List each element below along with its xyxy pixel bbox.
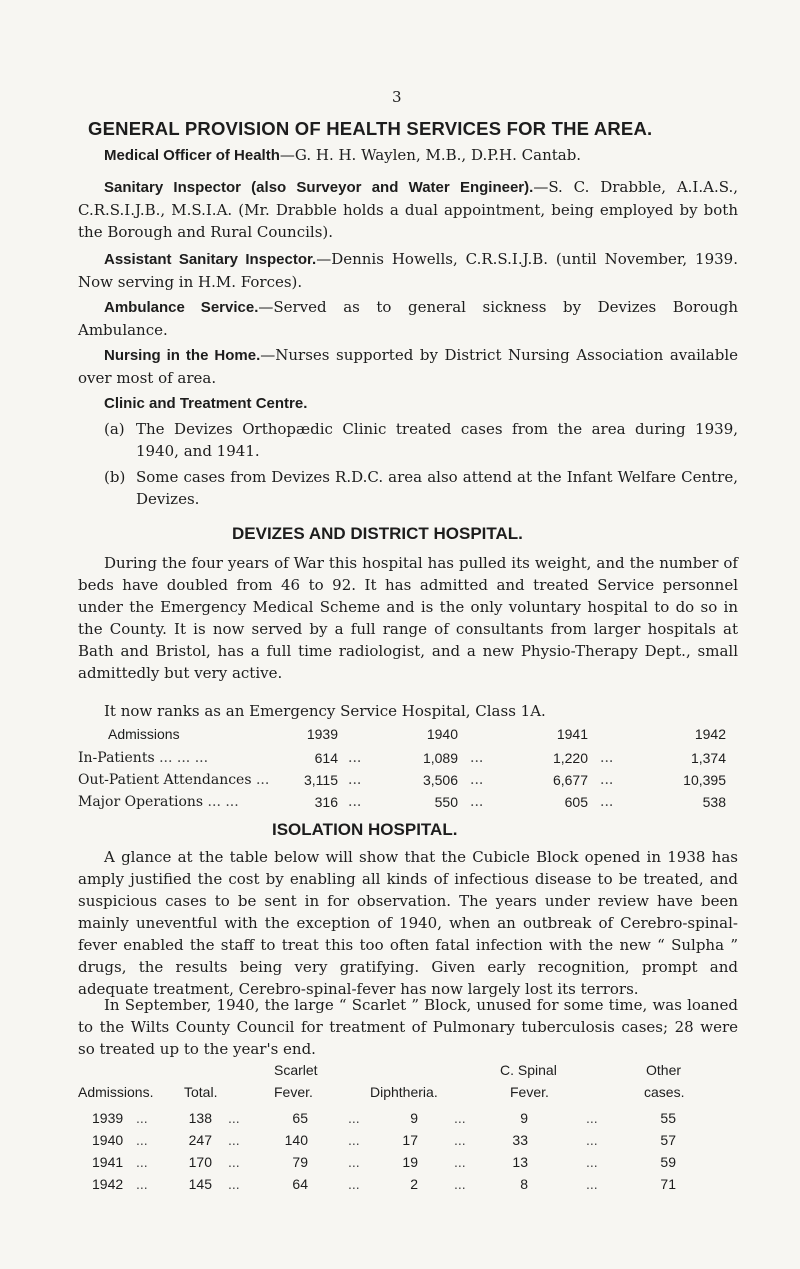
row-value: 316 <box>314 794 338 810</box>
admissions-header-row <box>78 726 740 746</box>
spinal-header-2: Fever. <box>510 1084 549 1100</box>
other-cell: 59 <box>660 1154 676 1170</box>
nursing-label: Nursing in the Home. <box>104 347 261 364</box>
class-line <box>78 700 738 722</box>
isolation-paragraph-2: In September, 1940, the large “ Scarlet ” Block, unused for some time, was loaned to the Wilts County Council for treatment of Pulmonary tuberculosis cases; 28 were so treated up to the year's end. <box>78 996 738 1058</box>
clinic-b-text: Some cases from Devizes R.D.C. area also attend at the Infant Welfare Centre, Devizes. <box>136 468 738 508</box>
isolation-table <box>78 1062 740 1192</box>
row-value: 538 <box>702 794 726 810</box>
nursing-paragraph <box>78 344 738 389</box>
spinal-cell: 8 <box>520 1176 528 1192</box>
moh-label: Medical Officer of Health <box>104 147 280 164</box>
total-cell: 247 <box>188 1132 212 1148</box>
year-cell: 1941 <box>92 1154 124 1170</box>
table-row: Major Operations ... ... 316 ... 550 ... 605 ... 538 <box>78 794 726 810</box>
admissions-header-label: Admissions <box>108 726 180 742</box>
year-header: 1941 <box>556 726 588 742</box>
table-row: 1939 ... 138 ... 65 ... 9 ... 9 ... 55 <box>92 1110 676 1126</box>
other-header-1: Other <box>646 1062 682 1078</box>
clinic-label: Clinic and Treatment Centre. <box>104 395 308 412</box>
page-number: 3 <box>392 88 402 106</box>
row-label: In-Patients ... ... ... <box>78 750 209 766</box>
row-value: 605 <box>564 794 588 810</box>
scarlet-cell: 140 <box>284 1132 308 1148</box>
year-header: 1940 <box>426 726 458 742</box>
table-row: Out-Patient Attendances ... 3,115 ... 3,506 ... 6,677 ... 10,395 <box>78 772 726 788</box>
scarlet-cell: 79 <box>292 1154 308 1170</box>
devizes-heading: DEVIZES AND DISTRICT HOSPITAL. <box>232 524 523 543</box>
clinic-heading <box>78 392 738 415</box>
row-value: 1,374 <box>690 750 726 766</box>
assistant-text: —Dennis Howells, C.R.S.I.J.B. (until November, 1939. Now serving in H.M. Forces). <box>78 250 738 291</box>
year-cell: 1942 <box>92 1176 124 1192</box>
ambulance-text: —Served as to general sickness by Devizes Borough Ambulance. <box>78 298 738 339</box>
admissions-table <box>78 726 740 810</box>
diphtheria-cell: 9 <box>410 1110 418 1126</box>
total-cell: 170 <box>188 1154 212 1170</box>
table-row: 1942 ... 145 ... 64 ... 2 ... 8 ... 71 <box>92 1176 676 1192</box>
sanitary-label: Sanitary Inspector (also Surveyor and Water Engineer). <box>104 179 534 196</box>
table-row: 1941 ... 170 ... 79 ... 19 ... 13 ... 59 <box>92 1154 676 1170</box>
moh-text: —G. H. H. Waylen, M.B., D.P.H. Cantab. <box>279 146 582 164</box>
row-value: 3,506 <box>422 772 458 788</box>
spinal-cell: 13 <box>512 1154 528 1170</box>
nursing-text: —Nurses supported by District Nursing Association available over most of area. <box>78 346 738 387</box>
scarlet-header-2: Fever. <box>274 1084 313 1100</box>
row-value: 10,395 <box>683 772 726 788</box>
scarlet-header-1: Scarlet <box>274 1062 318 1078</box>
clinic-a-text: The Devizes Orthopædic Clinic treated cases from the area during 1939, 1940, and 1941. <box>136 420 738 460</box>
row-value: 1,220 <box>552 750 588 766</box>
year-header: 1942 <box>694 726 726 742</box>
assistant-label: Assistant Sanitary Inspector. <box>104 251 317 268</box>
ambulance-label: Ambulance Service. <box>104 299 259 316</box>
ambulance-paragraph <box>78 296 738 341</box>
scarlet-cell: 65 <box>292 1110 308 1126</box>
other-cell: 57 <box>660 1132 676 1148</box>
total-cell: 138 <box>188 1110 212 1126</box>
clinic-a-mark: (a) <box>104 420 125 438</box>
table-row: 1940 ... 247 ... 140 ... 17 ... 33 ... 57 <box>92 1132 676 1148</box>
row-label: Out-Patient Attendances ... <box>78 772 270 788</box>
diphtheria-cell: 2 <box>410 1176 418 1192</box>
total-cell: 145 <box>188 1176 212 1192</box>
admissions-header: Admissions. <box>78 1084 154 1100</box>
devizes-paragraph: During the four years of War this hospital has pulled its weight, and the number of beds have doubled from 46 to 92. It has admitted and treated Service personnel under the Emergency Medical Scheme and is the only voluntary hospital to do so in the County. It is now served by a full range of consultants from larger hospitals at Bath and Bristol, has a full time radiologist, and a new Physio-Therapy Dept., small admittedly but very active. <box>78 554 738 682</box>
row-value: 614 <box>314 750 338 766</box>
other-header-2: cases. <box>644 1084 685 1100</box>
diphtheria-header: Diphtheria. <box>370 1084 438 1100</box>
row-value: 3,115 <box>304 772 338 788</box>
diphtheria-cell: 19 <box>402 1154 418 1170</box>
other-cell: 55 <box>660 1110 676 1126</box>
row-value: 6,677 <box>552 772 588 788</box>
class-text: It now ranks as an Emergency Service Hospital, Class 1A. <box>104 702 546 720</box>
diphtheria-cell: 17 <box>402 1132 418 1148</box>
other-cell: 71 <box>660 1176 676 1192</box>
assistant-paragraph <box>78 248 738 293</box>
year-cell: 1939 <box>92 1110 124 1126</box>
isolation-heading: ISOLATION HOSPITAL. <box>272 820 458 839</box>
spinal-header-1: C. Spinal <box>500 1062 557 1078</box>
isolation-paragraph-1: A glance at the table below will show that the Cubicle Block opened in 1938 has amply justified the cost by enabling all kinds of infectious disease to be treated, and suspicious cases to be sent in for observation. The years under review have been mainly uneventful with the exception of 1940, when an outbreak of Cerebro-spinal-fever enabled the staff to treat this too often fatal infection with the new “ Sulpha ” drugs, the results being very gratifying. Given early recognition, prompt and adequate treatment, Cerebro-spinal-fever has now largely lost its terrors. <box>78 848 738 998</box>
row-label: Major Operations ... ... <box>78 794 239 810</box>
table-row: In-Patients ... ... ... 614 ... 1,089 ... 1,220 ... 1,374 <box>78 750 726 766</box>
row-value: 1,089 <box>422 750 458 766</box>
sanitary-text: —S. C. Drabble, A.I.A.S., C.R.S.I.J.B., M.S.I.A. (Mr. Drabble holds a dual appointment, being employed by both the Borough and Rural Councils). <box>78 178 739 241</box>
year-header: 1939 <box>306 726 338 742</box>
clinic-b-mark: (b) <box>104 468 126 486</box>
spinal-cell: 9 <box>520 1110 528 1126</box>
sanitary-paragraph <box>78 176 738 243</box>
spinal-cell: 33 <box>512 1132 528 1148</box>
scarlet-cell: 64 <box>292 1176 308 1192</box>
row-value: 550 <box>434 794 458 810</box>
total-header: Total. <box>184 1084 218 1100</box>
page-heading: GENERAL PROVISION OF HEALTH SERVICES FOR THE AREA. <box>88 118 653 139</box>
moh-paragraph <box>78 144 738 167</box>
year-cell: 1940 <box>92 1132 124 1148</box>
